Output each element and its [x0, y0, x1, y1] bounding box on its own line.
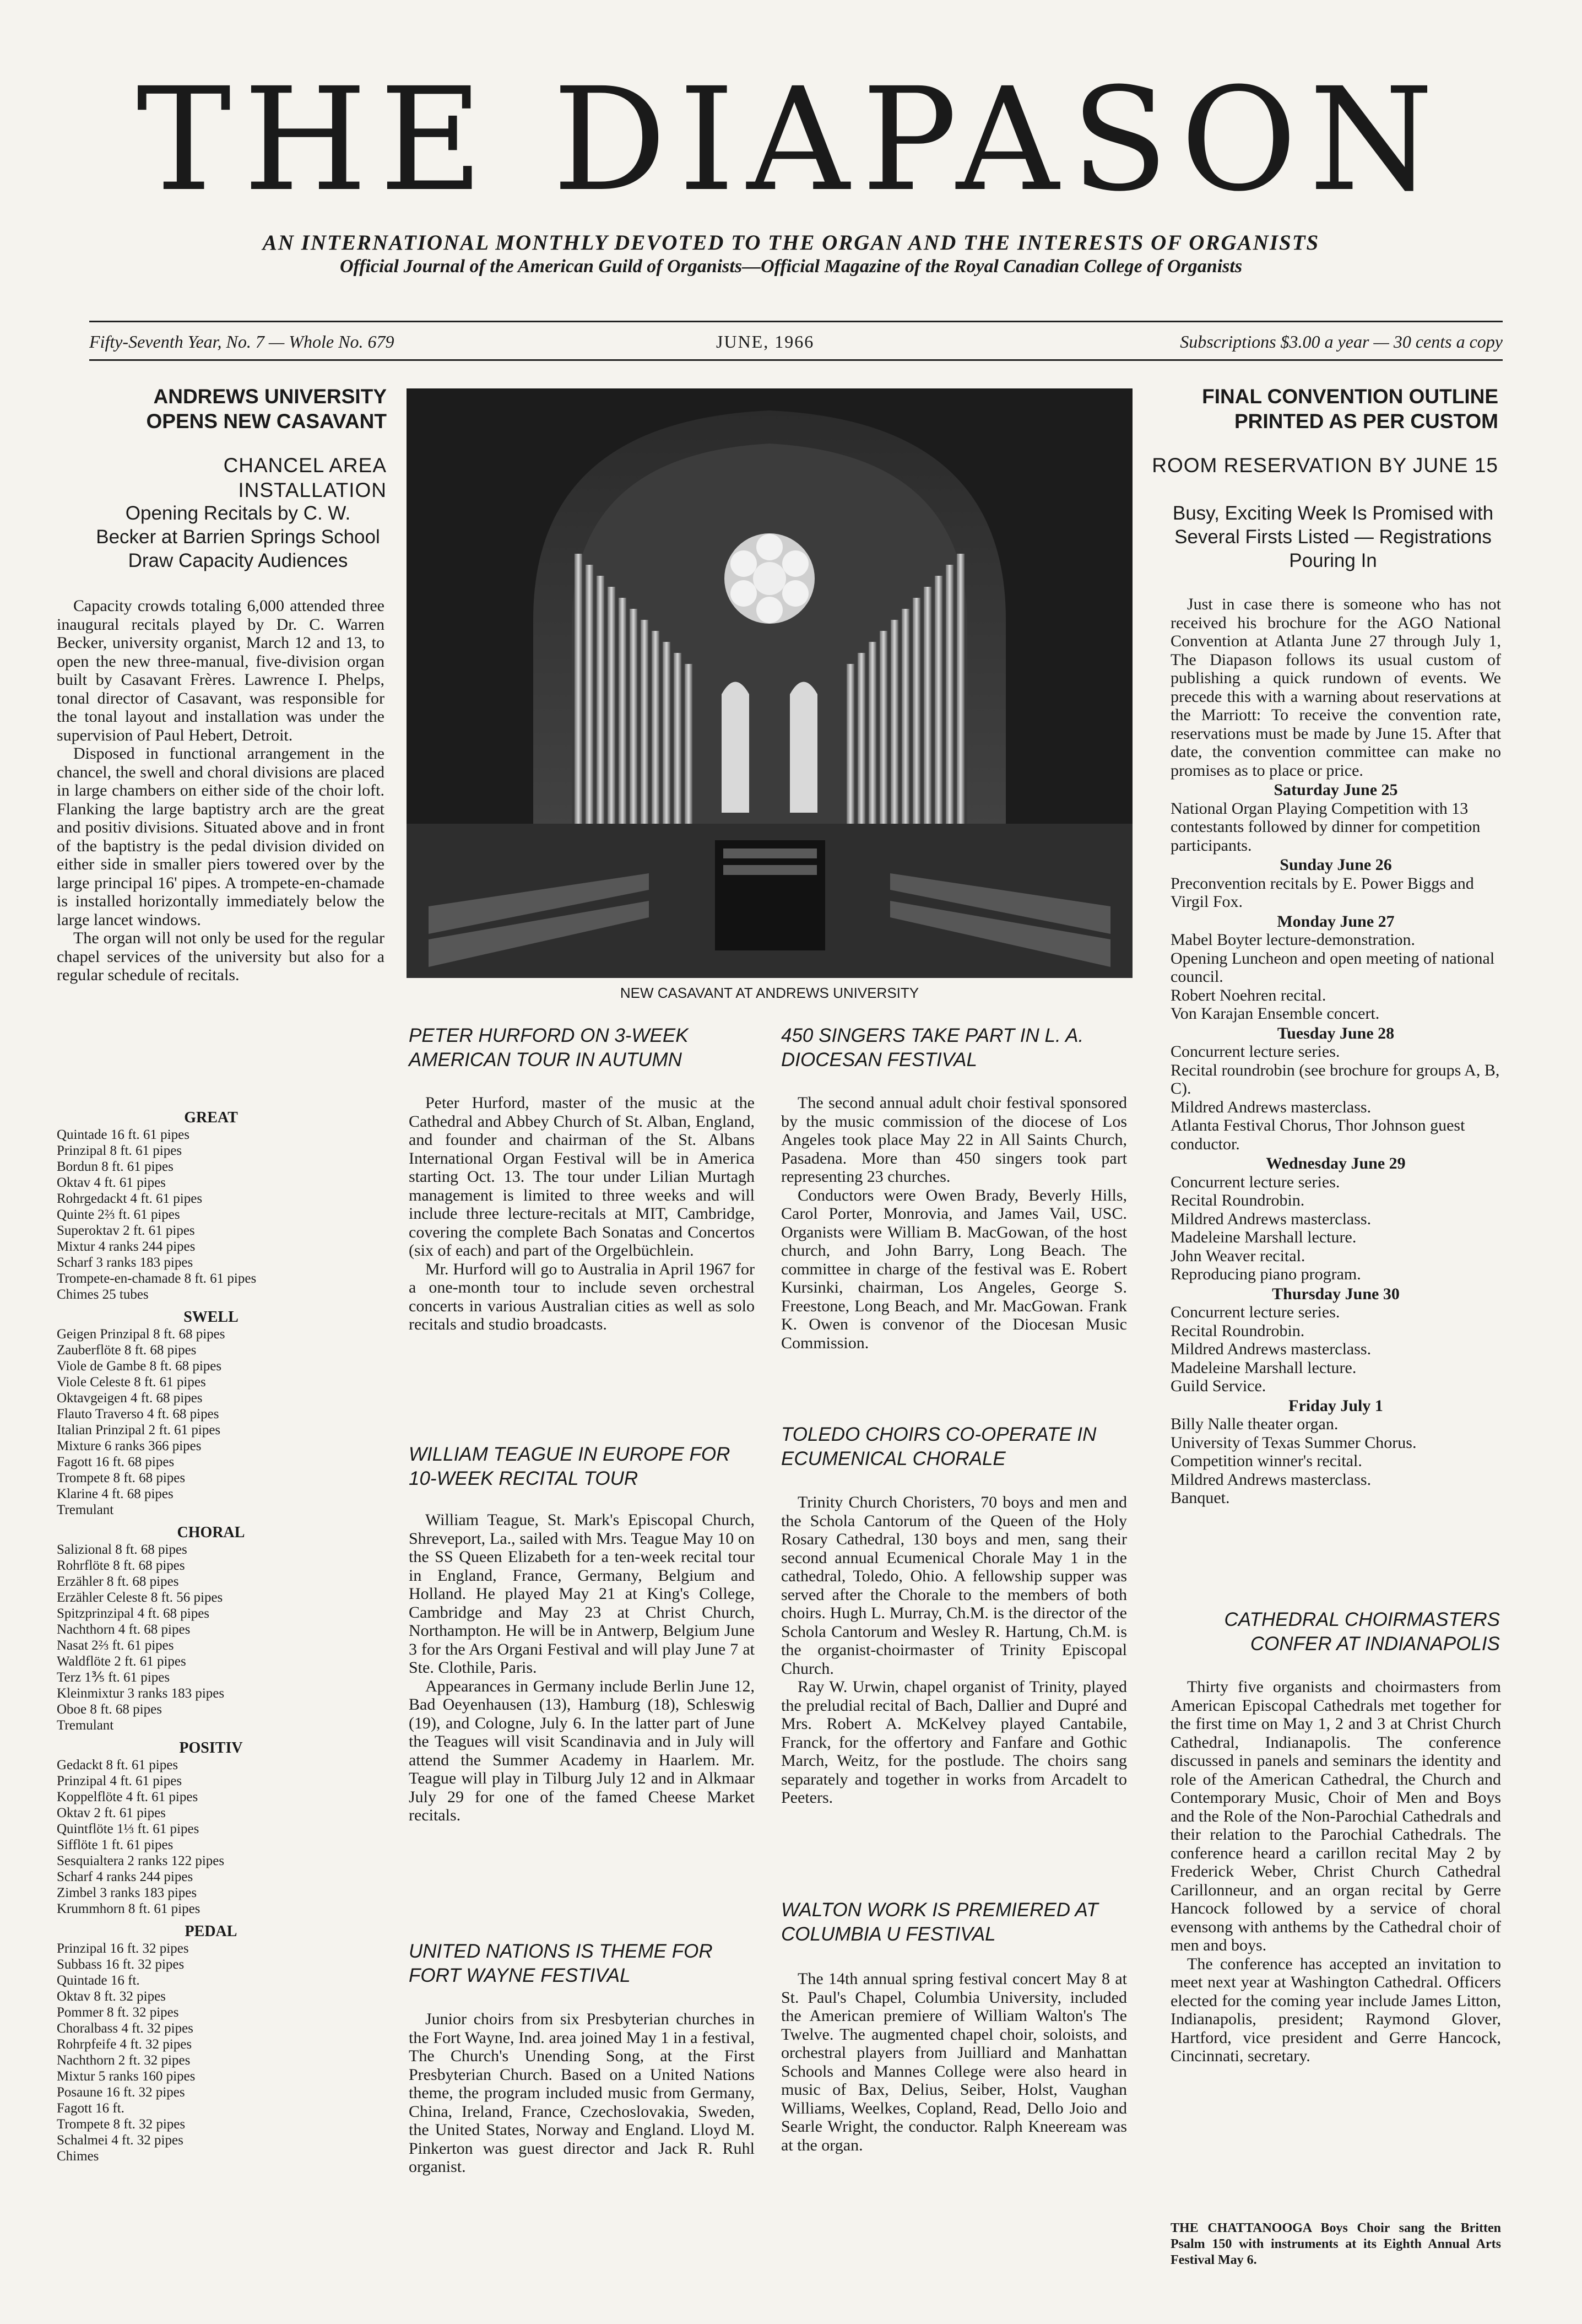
division-choral: CHORAL: [177, 1524, 245, 1541]
organ-stop: Schalmei 4 ft. 32 pipes: [57, 2133, 183, 2148]
organ-stop: Fagott 16 ft.: [57, 2101, 124, 2116]
andrews-p1: Capacity crowds totaling 6,000 attended three inaugural recitals played by Dr. C. Warren Becker, university organist, March 12 and 13, to open the new three-manual, five-division organ built by Casavant Frères. Lawrence I. Phelps, tonal director of Casavant, was responsible for the tonal layout and installation was under the supervision of Paul Hebert, Detroit.: [57, 597, 384, 744]
schedule-item: Recital Roundrobin.: [1171, 1191, 1305, 1209]
schedule-item: John Weaver recital.: [1171, 1246, 1305, 1265]
toledo-headline: TOLEDO CHOIRS CO-OPERATE IN ECUMENICAL CHORALE: [781, 1424, 1097, 1469]
lancet-window-left: [722, 682, 749, 813]
organ-stop: Prinzipal 4 ft. 61 pipes: [57, 1774, 182, 1788]
schedule-day: Sunday June 26: [1280, 856, 1392, 874]
teague-headline: WILLIAM TEAGUE IN EUROPE FOR 10-WEEK RECITAL TOUR: [409, 1444, 730, 1489]
schedule-day: Friday July 1: [1288, 1396, 1383, 1415]
schedule-item: Mabel Boyter lecture-demonstration.: [1171, 931, 1416, 949]
convention-body: [1171, 595, 1501, 1507]
organ-stop: Terz 1⅗ ft. 61 pipes: [57, 1670, 170, 1685]
great-stops: [57, 1127, 365, 1302]
organ-stop: Oboe 8 ft. 68 pipes: [57, 1702, 162, 1717]
organ-stop: Geigen Prinzipal 8 ft. 68 pipes: [57, 1327, 225, 1342]
organ-stop: Mixtur 5 ranks 160 pipes: [57, 2069, 196, 2084]
schedule-item: National Organ Playing Competition with 13 contestants followed by dinner for competition participants.: [1171, 799, 1481, 855]
convention-deck: Busy, Exciting Week Is Promised with Several Firsts Listed — Registrations Pouring In: [1172, 502, 1494, 571]
organ-stop: Chimes 25 tubes: [57, 1287, 149, 1302]
organ-stop: Nasat 2⅔ ft. 61 pipes: [57, 1638, 174, 1653]
division-positiv: POSITIV: [179, 1739, 243, 1756]
organ-photo: [407, 388, 1133, 978]
schedule-item: Atlanta Festival Chorus, Thor Johnson guest conductor.: [1171, 1116, 1465, 1153]
organ-stop: Quinte 2⅔ ft. 61 pipes: [57, 1207, 180, 1222]
organ-stop: Trompete 8 ft. 32 pipes: [57, 2117, 186, 2132]
schedule-item: Concurrent lecture series.: [1171, 1303, 1340, 1321]
organ-stop: Trompete-en-chamade 8 ft. 61 pipes: [57, 1271, 257, 1286]
schedule-item: Mildred Andrews masterclass.: [1171, 1470, 1372, 1489]
organ-stop: Krummhorn 8 ft. 61 pipes: [57, 1901, 201, 1916]
teague-p1: William Teague, St. Mark's Episcopal Church, Shreveport, La., sailed with Mrs. Teague May 10 on the SS Queen Elizabeth for a ten-week recital tour in England, France, Germany, Belgium and Holland. He played May 21 at King's College, Cambridge and May 23 at Christ Church, Northampton. He will be in Antwerp, Belgium June 3 for the Ars Organi Festival and will play June 7 at Ste. Clothile, Paris.: [409, 1511, 755, 1677]
convention-subhead: ROOM RESERVATION BY JUNE 15: [1152, 454, 1498, 477]
top-rule: [89, 321, 1503, 322]
organ-stop: Koppelflöte 4 ft. 61 pipes: [57, 1790, 198, 1804]
organ-stop: Kleinmixtur 3 ranks 183 pipes: [57, 1686, 225, 1701]
andrews-p3: The organ will not only be used for the regular chapel services of the university but also for a regular schedule of recitals.: [57, 929, 384, 984]
organ-stop: Nachthorn 2 ft. 32 pipes: [57, 2053, 191, 2068]
la-p1: The second annual adult choir festival sponsored by the music commission of the diocese of Los Angeles took place May 22 in All Saints Church, Pasadena. More than 450 singers took part representing 23 churches.: [781, 1094, 1127, 1186]
division-great: GREAT: [184, 1109, 238, 1126]
toledo-body: [781, 1493, 1127, 1807]
organ-stop: Prinzipal 8 ft. 61 pipes: [57, 1143, 182, 1158]
organ-stop: Gedackt 8 ft. 61 pipes: [57, 1758, 178, 1772]
andrews-body: [57, 597, 384, 985]
masthead-official: Official Journal of the American Guild of Organists—Official Magazine of the Royal Canadian College of Organists: [339, 256, 1243, 277]
organ-stop: Sesquialtera 2 ranks 122 pipes: [57, 1853, 225, 1868]
teague-p2: Appearances in Germany include Berlin June 12, Bad Oeyenhausen (13), Hamburg (18), Schleswig (19), and Cologne, July 6. In the latter part of June the Teagues will visit Scandinavia and in July will attend the Summer Academy in Haarlem. Mr. Teague will play in Tilburg July 12 and in Alkmaar July 29 for one of the famed Cheese Market recitals.: [409, 1677, 755, 1824]
andrews-deck: Opening Recitals by C. W. Becker at Barrien Springs School Draw Capacity Audiences: [96, 502, 380, 571]
schedule-item: Preconvention recitals by E. Power Biggs and Virgil Fox.: [1171, 874, 1474, 911]
organ-stop: Choralbass 4 ft. 32 pipes: [57, 2021, 193, 2036]
la-body: [781, 1094, 1127, 1352]
positiv-stops: [57, 1757, 365, 1917]
organ-stop: Oktav 4 ft. 61 pipes: [57, 1175, 166, 1190]
organ-stop: Chimes: [57, 2149, 99, 2164]
masthead-subtitle: AN INTERNATIONAL MONTHLY DEVOTED TO THE ORGAN AND THE INTERESTS OF ORGANISTS: [262, 231, 1320, 255]
hurford-p1: Peter Hurford, master of the music at the Cathedral and Abbey Church of St. Alban, England, and founder and chairman of the St. Albans International Organ Festival will be in America starting Oct. 13. The tour under Lilian Murtagh management is limited to three weeks and will include three lecture-recitals at MIT, Cambridge, covering the complete Bach Sonatas and Concertos (six of each) and part of the Orgelbüchlein.: [409, 1094, 755, 1260]
schedule-item: Madeleine Marshall lecture.: [1171, 1228, 1357, 1246]
schedule-item: Concurrent lecture series.: [1171, 1172, 1340, 1191]
organ-stop: Trompete 8 ft. 68 pipes: [57, 1471, 186, 1485]
organ-stop: Waldflöte 2 ft. 61 pipes: [57, 1654, 186, 1669]
lancet-window-right: [790, 682, 817, 813]
la-headline: 450 SINGERS TAKE PART IN L. A. DIOCESAN FESTIVAL: [781, 1025, 1084, 1071]
un-body: [409, 2010, 755, 2176]
organ-stop: Oktav 8 ft. 32 pipes: [57, 1989, 166, 2004]
chapel-interior-illustration: [407, 388, 1133, 978]
choral-stops: [57, 1542, 365, 1733]
organ-stop: Klarine 4 ft. 68 pipes: [57, 1487, 174, 1501]
schedule-day: Thursday June 30: [1272, 1284, 1400, 1303]
schedule-item: Concurrent lecture series.: [1171, 1042, 1340, 1061]
andrews-subhead: CHANCEL AREA INSTALLATION: [223, 454, 387, 501]
andrews-headline: ANDREWS UNIVERSITY OPENS NEW CASAVANT: [146, 385, 387, 433]
organ-stop: Posaune 16 ft. 32 pipes: [57, 2085, 185, 2100]
organ-stop: Sifflöte 1 ft. 61 pipes: [57, 1837, 174, 1852]
organ-stop: Tremulant: [57, 1718, 114, 1733]
subscription-price: Subscriptions $3.00 a year — 30 cents a copy: [1180, 332, 1503, 352]
schedule-day: Saturday June 25: [1274, 781, 1398, 799]
schedule-item: Reproducing piano program.: [1171, 1265, 1361, 1283]
la-p2: Conductors were Owen Brady, Beverly Hills, Carol Porter, Monrovia, and James Vail, USC. Organists were William B. MacGowan, of the host church, and John Barry, Long Beach. The committee in charge of the festival was E. Robert Kursinki, chairman, Los Angeles, George S. Freestone, Long Beach, and Mr. MacGowan. Frank K. Owen is convenor of the Diocesan Music Commission.: [781, 1186, 1127, 1352]
hurford-body: [409, 1094, 755, 1334]
convention-schedule: [1171, 781, 1501, 1507]
organ-stop: Oktavgeigen 4 ft. 68 pipes: [57, 1391, 203, 1406]
organ-stop: Nachthorn 4 ft. 68 pipes: [57, 1622, 191, 1637]
hurford-p2: Mr. Hurford will go to Australia in April 1967 for a one-month tour to include seven orchestral concerts in various Australian cities as well as solo recitals and studio broadcasts.: [409, 1260, 755, 1333]
organ-stop: Scharf 3 ranks 183 pipes: [57, 1255, 193, 1270]
organ-stop: Bordun 8 ft. 61 pipes: [57, 1159, 174, 1174]
cathedral-headline: CATHEDRAL CHOIRMASTERS CONFER AT INDIANAPOLIS: [1224, 1609, 1500, 1655]
swell-stops: [57, 1326, 365, 1518]
schedule-item: Mildred Andrews masterclass.: [1171, 1209, 1372, 1228]
organ-stop: Quintflöte 1⅓ ft. 61 pipes: [57, 1822, 199, 1836]
organ-stop: Rohrgedackt 4 ft. 61 pipes: [57, 1191, 203, 1206]
convention-p1: Just in case there is someone who has not received his brochure for the AGO National Convention at Atlanta June 27 through July 1, The Diapason follows its usual custom of publishing a quick rundown of events. We precede this with a warning about reservations at the Marriott: To receive the convention rate, reservations must be made by June 15. After that date, the convention committee can make no promises as to place or price.: [1171, 595, 1501, 780]
organ-stop: Salizional 8 ft. 68 pipes: [57, 1542, 187, 1557]
walton-headline: WALTON WORK IS PREMIERED AT COLUMBIA U FESTIVAL: [781, 1899, 1098, 1945]
organ-specification: [57, 1103, 365, 2164]
organ-stop: Erzähler Celeste 8 ft. 56 pipes: [57, 1590, 223, 1605]
masthead-title: THE DIAPASON: [136, 57, 1446, 223]
organ-stop: Viole de Gambe 8 ft. 68 pipes: [57, 1359, 222, 1374]
schedule-item: Mildred Andrews masterclass.: [1171, 1340, 1372, 1358]
organ-stop: Prinzipal 16 ft. 32 pipes: [57, 1941, 189, 1956]
cathedral-p1: Thirty five organists and choirmasters from American Episcopal Cathedrals met together for the first time on May 1, 2 and 3 at Christ Church Cathedral, Indianapolis. The conference discussed in panels and seminars the identity and role of the American Cathedral, the Church and Contemporary Music, Choir of Men and Boys and the Role of the Non-Parochial Cathedrals and their relation to the Parochial Cathedrals. The conference heard a carillon recital May 2 by Frederick Weber, Christ Church Cathedral Carillonneur, and an organ recital by Gerre Hancock followed by a service of choral evensong with anthems by the Cathedral choir of men and boys.: [1171, 1678, 1501, 1954]
organ-stop: Scharf 4 ranks 244 pipes: [57, 1869, 193, 1884]
un-headline: UNITED NATIONS IS THEME FOR FORT WAYNE FESTIVAL: [409, 1941, 713, 1986]
organ-stop: Italian Prinzipal 2 ft. 61 pipes: [57, 1423, 221, 1437]
organ-stop: Quintade 16 ft.: [57, 1973, 140, 1988]
issue-number: Fifty-Seventh Year, No. 7 — Whole No. 679: [89, 332, 394, 352]
schedule-item: Billy Nalle theater organ.: [1171, 1415, 1339, 1433]
toledo-p1: Trinity Church Choristers, 70 boys and men and the Schola Cantorum of the Queen of the Holy Rosary Cathedral, 130 boys and men, sang their second annual Ecumenical Chorale May 1 in the cathedral, Toledo, Ohio. A fellowship supper was served after the Chorale to the members of both choirs. Hugh L. Murray, Ch.M. is the director of the Schola Cantorum and Wesley R. Hartung, Ch.M. is the organist-choirmaster of Trinity Episcopal Church.: [781, 1493, 1127, 1678]
teague-body: [409, 1511, 755, 1825]
organ-stop: Viole Celeste 8 ft. 61 pipes: [57, 1375, 206, 1390]
organ-stop: Flauto Traverso 4 ft. 68 pipes: [57, 1407, 219, 1422]
division-pedal: PEDAL: [185, 1923, 237, 1940]
schedule-day: Wednesday June 29: [1266, 1154, 1406, 1172]
organ-stop: Mixtur 4 ranks 244 pipes: [57, 1239, 196, 1254]
organ-stop: Spitzprinzipal 4 ft. 68 pipes: [57, 1606, 210, 1621]
schedule-item: Mildred Andrews masterclass.: [1171, 1098, 1372, 1116]
schedule-day: Monday June 27: [1277, 912, 1395, 931]
schedule-item: Von Karajan Ensemble concert.: [1171, 1004, 1380, 1023]
organ-stop: Pommer 8 ft. 32 pipes: [57, 2005, 179, 2020]
organ-stop: Rohrflöte 8 ft. 68 pipes: [57, 1558, 185, 1573]
walton-p1: The 14th annual spring festival concert May 8 at St. Paul's Chapel, Columbia University, included the American premiere of William Walton's The Twelve. The augmented chapel choir, soloists, and orchestral players from Juilliard and Manhattan Schools and Mannes College were also heard in music of Bax, Delius, Seiber, Holst, Vaughan Williams, Weelkes, Copland, Read, Dello Joio and Searle Wright, the conductor. Ralph Kneeream was at the organ.: [781, 1970, 1127, 2154]
schedule-day: Tuesday June 28: [1277, 1024, 1395, 1042]
organ-stop: Rohrpfeife 4 ft. 32 pipes: [57, 2037, 192, 2052]
organ-stop: Mixture 6 ranks 366 pipes: [57, 1439, 202, 1453]
organ-stop: Zauberflöte 8 ft. 68 pipes: [57, 1343, 197, 1358]
schedule-item: Recital Roundrobin.: [1171, 1321, 1305, 1340]
convention-headline: FINAL CONVENTION OUTLINE PRINTED AS PER CUSTOM: [1202, 385, 1498, 433]
un-p1: Junior choirs from six Presbyterian churches in the Fort Wayne, Ind. area joined May 1 in a festival, The Church's Unending Song, at the First Presbyterian Church. Based on a United Nations theme, the program included music from Germany, China, Ireland, France, Czechoslovakia, Sweden, the United States, Norway and England. Lloyd M. Pinkerton was guest director and Jack R. Ruhl organist.: [409, 2010, 755, 2176]
bottom-rule: [89, 359, 1503, 361]
issue-date: JUNE, 1966: [716, 332, 815, 352]
schedule-item: Guild Service.: [1171, 1377, 1266, 1395]
photo-caption: NEW CASAVANT AT ANDREWS UNIVERSITY: [620, 985, 919, 1001]
organ-stop: Fagott 16 ft. 68 pipes: [57, 1455, 175, 1469]
cathedral-body: [1171, 1678, 1501, 2066]
organ-stop: Zimbel 3 ranks 183 pipes: [57, 1885, 197, 1900]
schedule-item: Recital roundrobin (see brochure for groups A, B, C).: [1171, 1061, 1500, 1098]
schedule-item: Madeleine Marshall lecture.: [1171, 1358, 1357, 1377]
toledo-p2: Ray W. Urwin, chapel organist of Trinity, played the preludial recital of Bach, Dallier and Dupré and Mrs. Robert A. McKelvey played Cantabile, Franck, for the offertory and Fanfare and Gothic March, Weitz, for the postlude. The choirs sang separately and together in works from Arcadelt to Peeters.: [781, 1678, 1127, 1807]
hurford-headline: PETER HURFORD ON 3-WEEK AMERICAN TOUR IN AUTUMN: [409, 1025, 689, 1071]
organ-stop: Erzähler 8 ft. 68 pipes: [57, 1574, 179, 1589]
schedule-item: Opening Luncheon and open meeting of national council.: [1171, 949, 1495, 986]
schedule-item: Banquet.: [1171, 1489, 1230, 1507]
organ-stop: Superoktav 2 ft. 61 pipes: [57, 1223, 195, 1238]
organ-stop: Subbass 16 ft. 32 pipes: [57, 1957, 185, 1972]
organ-stop: Quintade 16 ft. 61 pipes: [57, 1127, 189, 1142]
cathedral-p2: The conference has accepted an invitation to meet next year at Washington Cathedral. Officers elected for the coming year include James Litton, Indianapolis, president; Raymond Glover, Hartford, vice president and Gerre Hancock, Cincinnati, secretary.: [1171, 1954, 1501, 2065]
schedule-item: University of Texas Summer Chorus.: [1171, 1433, 1417, 1452]
organ-stop: Oktav 2 ft. 61 pipes: [57, 1806, 166, 1820]
schedule-item: Robert Noehren recital.: [1171, 986, 1326, 1004]
schedule-item: Competition winner's recital.: [1171, 1452, 1362, 1470]
pedal-stops: [57, 1941, 365, 2164]
andrews-p2: Disposed in functional arrangement in the chancel, the swell and choral divisions are placed in large chambers on either side of the choir loft. Flanking the large baptistry arch are the great and positiv divisions. Situated above and in front of the baptistry is the pedal division divided on either side in smaller piers towered over by the large principal 16' pipes. A trompete-en-chamade is installed horizontally immediately below the large lancet windows.: [57, 744, 384, 929]
division-swell: SWELL: [183, 1309, 239, 1326]
chattanooga-note: THE CHATTANOOGA Boys Choir sang the Britten Psalm 150 with instruments at its Eighth Annual Arts Festival May 6.: [1171, 2221, 1501, 2267]
walton-body: [781, 1970, 1127, 2154]
organ-stop: Tremulant: [57, 1503, 114, 1517]
